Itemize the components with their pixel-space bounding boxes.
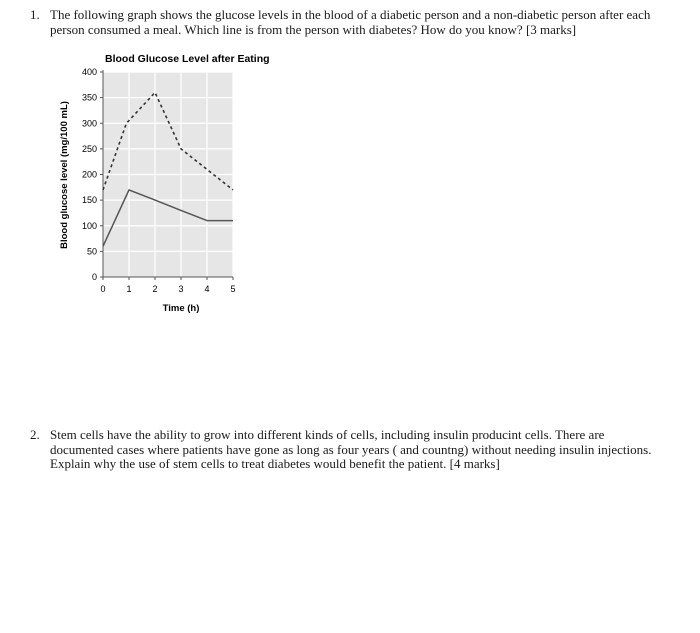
grid	[103, 72, 233, 277]
axes	[100, 70, 233, 280]
x-axis-label: Time (h)	[162, 303, 200, 314]
y-tick-label-7: 350	[81, 92, 97, 103]
y-tick-label-2: 100	[81, 220, 97, 231]
question-1	[30, 8, 680, 37]
series-lines	[103, 93, 233, 247]
x-tick-label-4: 4	[204, 284, 210, 294]
y-tick-label-5: 250	[81, 143, 97, 154]
question-2-number: 2.	[30, 427, 40, 442]
series-line-0	[103, 93, 233, 190]
y-axis-label: Blood glucose level (mg/100 mL)	[59, 101, 70, 249]
x-tick-label-1: 1	[126, 284, 132, 294]
y-tick-label-3: 150	[81, 195, 97, 206]
question-1-text: The following graph shows the glucose levels in the blood of a diabetic person and a non-diabetic person after each person consumed a meal. Which line is from the person with diabetes? How do you know? [3 marks]	[50, 7, 651, 37]
question-2	[30, 428, 680, 472]
chart-title: Blood Glucose Level after Eating	[105, 53, 270, 65]
question-1-number: 1.	[30, 7, 40, 22]
x-tick-label-0: 0	[100, 284, 106, 294]
y-tick-label-6: 300	[81, 118, 97, 129]
x-tick-label-5: 5	[230, 284, 236, 294]
y-tick-label-0: 0	[91, 272, 97, 282]
series-line-1	[103, 190, 233, 246]
question-2-text: Stem cells have the ability to grow into different kinds of cells, including insulin producint cells. There are documented cases where patients have gone as long as four years ( and countng) without needing insulin injections. Explain why the use of stem cells to treat diabetes would benefit the patient. [4 marks]	[50, 427, 652, 471]
y-tick-label-8: 400	[81, 67, 97, 77]
y-tick-label-4: 200	[81, 169, 97, 180]
y-tick-label-1: 50	[86, 246, 97, 257]
tick-labels	[82, 67, 236, 294]
x-tick-label-2: 2	[152, 284, 158, 294]
plot-area-background	[103, 72, 233, 277]
x-tick-label-3: 3	[178, 284, 184, 294]
